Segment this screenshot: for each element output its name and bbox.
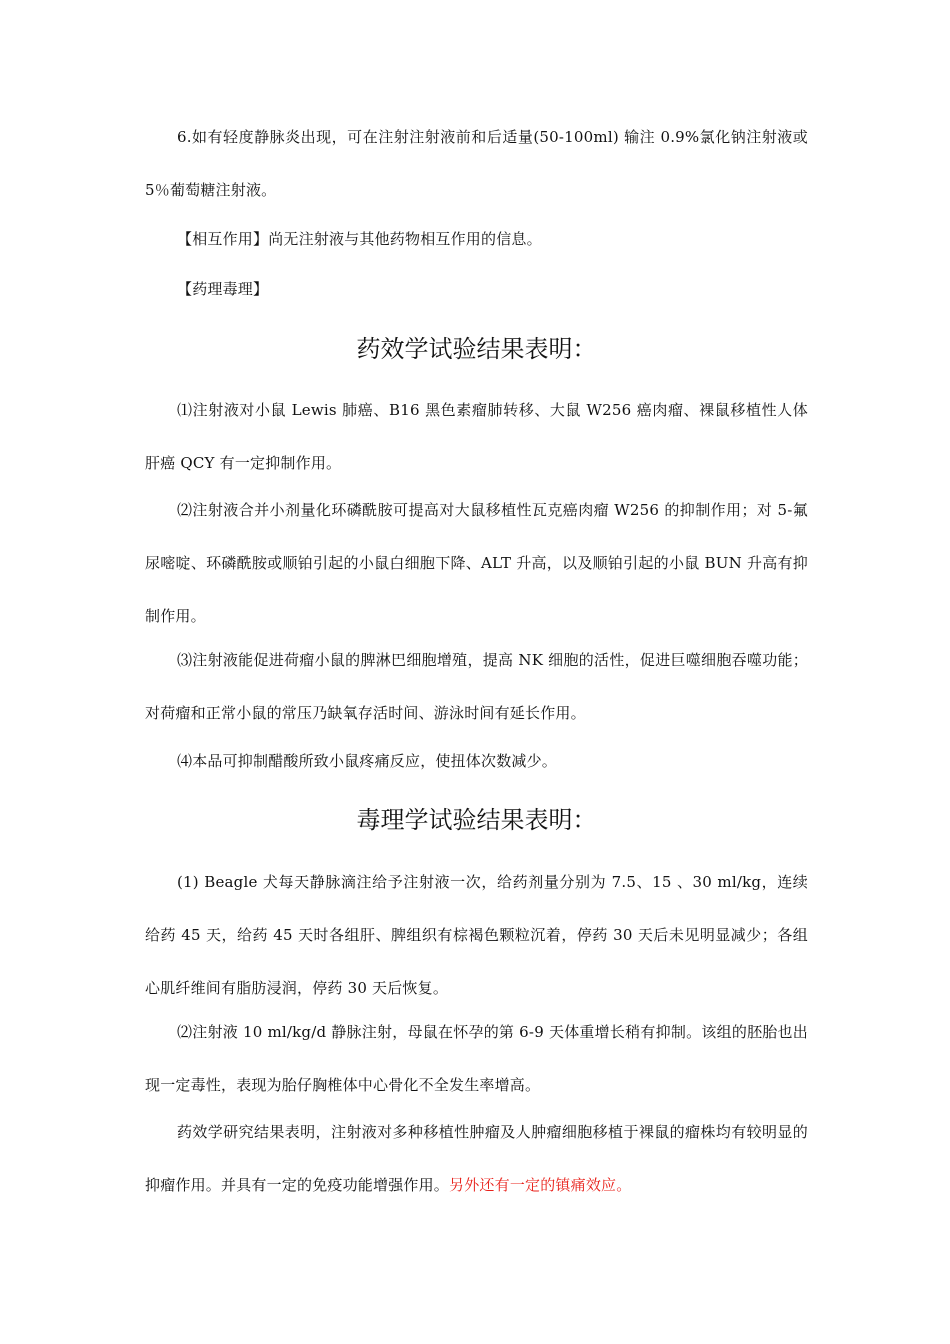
conclusion-highlight: 另外还有一定的镇痛效应。: [449, 1176, 632, 1194]
heading-efficacy: 药效学试验结果表明：: [356, 335, 597, 363]
efficacy-item-4: ⑷本品可抑制醋酸所致小鼠疼痛反应，使扭体次数减少。: [177, 752, 558, 770]
section-label-pharmacology: 【药理毒理】: [177, 280, 269, 298]
heading-toxicology: 毒理学试验结果表明：: [356, 806, 597, 834]
efficacy-item-3: ⑶注射液能促进荷瘤小鼠的脾淋巴细胞增殖，提高 NK 细胞的活性，促进巨噬细胞吞噬功能；对荷瘤和正常小鼠的常压乃缺氧存活时间、游泳时间有延长作用。: [145, 651, 808, 722]
efficacy-item-2: ⑵注射液合并小剂量化环磷酰胺可提高对大鼠移植性瓦克癌肉瘤 W256 的抑制作用；对 5-氟尿嘧啶、环磷酰胺或顺铂引起的小鼠白细胞下降、ALT 升高，以及顺铂引起的小鼠 BUN 升高有抑制作用。: [145, 501, 808, 625]
paragraph-conclusion: [145, 1106, 808, 1212]
conclusion-text: 药效学研究结果表明，注射液对多种移植性肿瘤及人肿瘤细胞移植于裸鼠的瘤株均有较明显的抑瘤作用。并具有一定的免疫功能增强作用。: [145, 1123, 808, 1194]
toxicology-item-2: ⑵注射液 10 ml/kg/d 静脉注射，母鼠在怀孕的第 6-9 天体重增长稍有抑制。该组的胚胎也出现一定毒性，表现为胎仔胸椎体中心骨化不全发生率增高。: [145, 1023, 808, 1094]
efficacy-item-1: ⑴注射液对小鼠 Lewis 肺癌、B16 黑色素瘤肺转移、大鼠 W256 癌肉瘤、裸鼠移植性人体肝癌 QCY 有一定抑制作用。: [145, 401, 808, 472]
toxicology-item-1: (1) Beagle 犬每天静脉滴注给予注射液一次，给药剂量分别为 7.5、15 、30 ml/kg，连续给药 45 天，给药 45 天时各组肝、脾组织有棕褐色颗粒沉着，停药 30 天后未见明显减少；各组心肌纤维间有脂肪浸润，停药 30 天后恢复。: [145, 873, 808, 997]
paragraph-interactions: 【相互作用】尚无注射液与其他药物相互作用的信息。: [177, 230, 542, 248]
paragraph-phlebitis: 6.如有轻度静脉炎出现，可在注射注射液前和后适量(50-100ml) 输注 0.9%氯化钠注射液或 5％葡萄糖注射液。: [145, 128, 808, 199]
